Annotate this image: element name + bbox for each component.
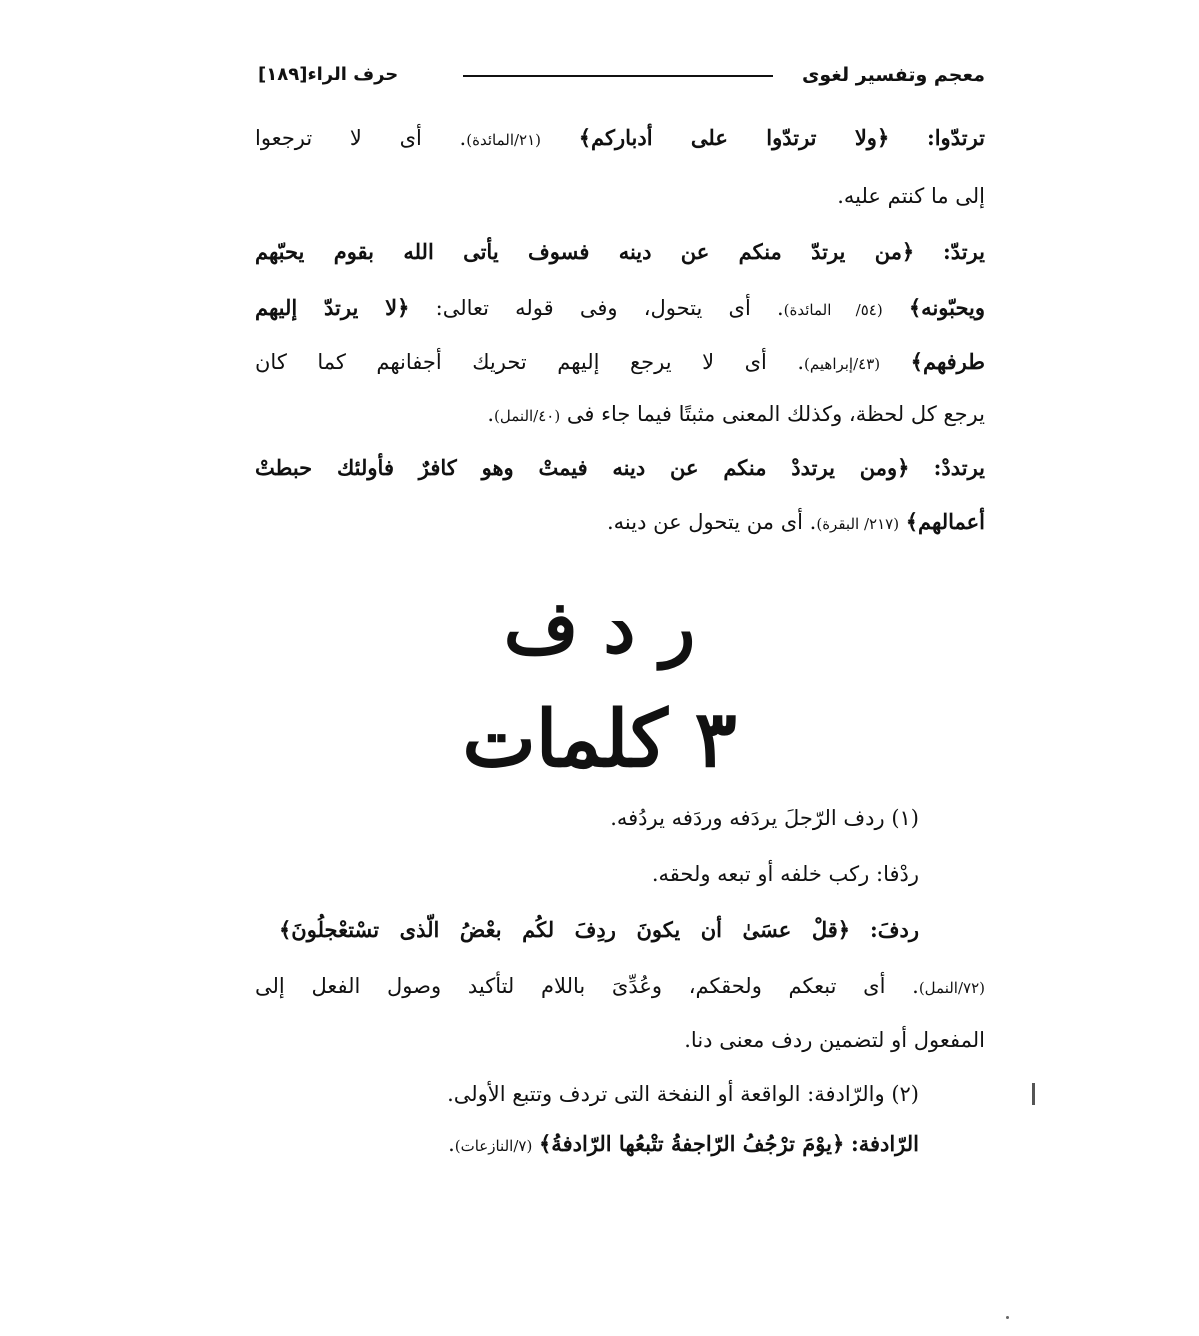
verse-reference: (٤٣/إبراهيم) (804, 355, 881, 373)
entry-text: يرجع كل لحظة، وكذلك المعنى مثبتًا فيما جاء فى (566, 402, 985, 426)
word-count-heading: ٣ كلمات (462, 694, 737, 785)
entry-text: . أى تبعكم ولحقكم، وعُدِّىَ باللام لتأكيد وصول الفعل إلى (255, 974, 919, 998)
quran-quote: ﴿قلْ عسَىٰ أن يكونَ ردِفَ لكُم بعْضُ الّذى تسْتعْجلُونَ﴾ (279, 917, 851, 942)
entry-line (255, 502, 985, 542)
entry-line (255, 342, 985, 382)
entry-headword: ترتدّوا: (926, 125, 985, 150)
entry-text: (٢) والرّادفة: الواقعة أو النفخة التى تردف وتتبع الأولى. (447, 1082, 919, 1106)
entry-headword: يرتددْ: (933, 455, 985, 480)
entry-line (255, 448, 985, 488)
entry-headword: يرتدّ: (942, 239, 985, 264)
margin-mark (1032, 1083, 1035, 1105)
entry-text: المفعول أو لتضمين ردف معنى دنا. (684, 1028, 985, 1052)
entry-text: . أى لا يرجع إليهم تحريك أجفانهم كما كان (255, 350, 805, 374)
quran-quote: ﴿ومن يرتددْ منكم عن دينه فيمتْ وهو كافرٌ فأولئك حبطتْ (255, 455, 910, 480)
entry-line (279, 798, 919, 838)
verse-reference: (٢١/المائدة) (466, 131, 542, 149)
quran-quote: ﴿لا يرتدّ إليهم (255, 295, 410, 320)
entry-text: . (487, 402, 495, 426)
verse-reference: (٧/النازعات) (454, 1137, 533, 1155)
entry-text: . أى من يتحول عن دينه. (606, 510, 817, 534)
verse-reference: (٥٤/ المائدة) (783, 301, 883, 319)
header-section-page (258, 62, 398, 88)
entry-line (279, 1074, 919, 1114)
entry-text: ردْفا: ركب خلفه أو تبعه ولحقه. (651, 862, 919, 886)
entry-line (279, 1124, 919, 1164)
entry-line (255, 394, 985, 434)
quran-quote: ﴿يوْمَ ترْجُفُ الرّاجفةُ تتْبعُها الرّادفةُ﴾ (539, 1131, 845, 1156)
quran-quote: طرفهم﴾ (910, 349, 985, 374)
section-name: حرف الراء (307, 64, 399, 85)
quran-quote: ﴿من يرتدّ منكم عن دينه فسوف يأتى الله بقوم يحبّهم (255, 239, 915, 264)
entry-text: (١) ردف الرّجلَ يردَفه وردَفه يردُفه. (610, 806, 919, 830)
entry-line (255, 232, 985, 272)
verse-reference: (٢١٧/ البقرة) (816, 515, 900, 533)
entry-line (255, 1020, 985, 1060)
entry-line (255, 176, 985, 216)
root-letters-heading: ر د ف (503, 584, 696, 669)
verse-reference: (٧٢/النمل) (918, 979, 985, 997)
quran-quote: أعمالهم﴾ (905, 509, 985, 534)
verse-reference: (٤٠/النمل) (494, 407, 561, 425)
book-title: معجم وتفسير لغوى (801, 64, 985, 86)
entry-line (279, 910, 919, 950)
entry-text: إلى ما كنتم عليه. (837, 184, 985, 208)
entry-line (255, 288, 985, 328)
quran-quote: ﴿ولا ترتدّوا على أدباركم﴾ (578, 125, 890, 150)
entry-headword: ردفَ: (869, 917, 919, 942)
entry-headword: الرّادفة: (850, 1131, 919, 1156)
entry-text: . أى يتحول، وفى قوله تعالى: (435, 296, 784, 320)
entry-line (279, 854, 919, 894)
header-rule (463, 75, 773, 77)
page-number: [١٨٩] (258, 64, 308, 85)
entry-line (255, 966, 985, 1006)
entry-text: . أى لا ترجعوا (255, 126, 467, 150)
running-header (258, 62, 985, 92)
entry-text: . (448, 1132, 455, 1156)
scan-speck (1006, 1316, 1009, 1319)
quran-quote: ويحبّونه﴾ (908, 295, 986, 320)
entry-line (255, 118, 985, 158)
